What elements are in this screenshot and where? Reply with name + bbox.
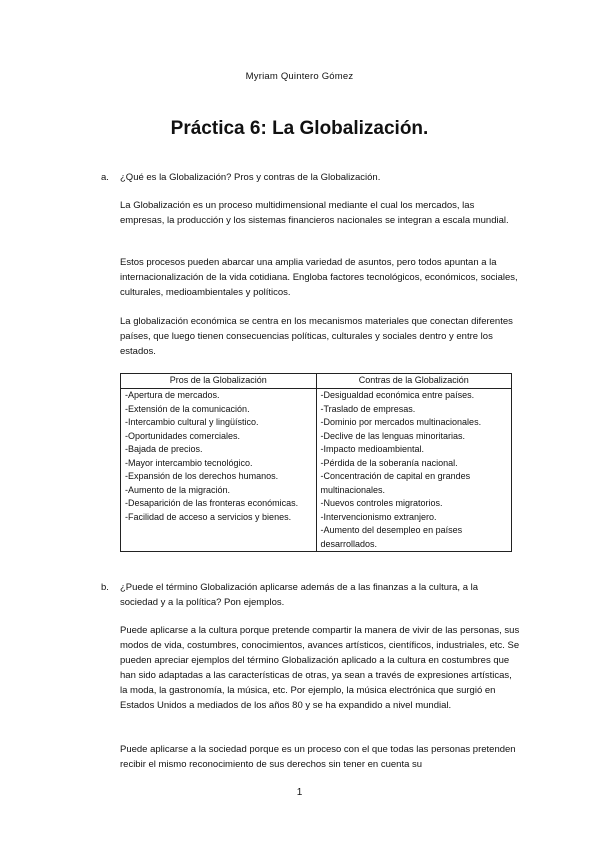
page-number: 1 xyxy=(296,787,303,798)
table-header-pros: Pros de la Globalización xyxy=(121,374,317,389)
pros-item: -Desaparición de las fronteras económicas. xyxy=(125,498,299,508)
pros-item: -Bajada de precios. xyxy=(125,444,203,454)
section-b-paragraph: Puede aplicarse a la cultura porque pretende compartir la manera de vivir de las personas, sus modos de vida, costumbres, conocimientos, avances artísticos, científicos, industriales, etc. Se pueden apreciar ejemplos del término Globalización aplicado a la cultura en costumbres que han sido adaptadas a las características de otras, ya sean a través de expresiones artísticas, la moda, la gastronomía, la música, etc. Por ejemplo, la música electrónica que surgió en Estados Unidos a mediados de los años 80 y se ha expandido a nivel mundial. xyxy=(120,625,520,711)
section-a-paragraph: La Globalización es un proceso multidimensional mediante el cual los mercados, las empresas, la producción y los sistemas financieros nacionales se integran a escala mundial. xyxy=(120,200,509,226)
table-header-contras: Contras de la Globalización xyxy=(316,374,512,389)
table-header-row xyxy=(121,374,512,389)
pros-item: -Apertura de mercados. xyxy=(125,390,220,400)
pros-contras-table xyxy=(120,373,512,552)
table-row xyxy=(121,389,512,552)
contras-item: -Aumento del desempleo en países desarrollados. xyxy=(320,525,463,549)
contras-item: -Concentración de capital en grandes multinacionales. xyxy=(320,471,471,495)
contras-item: -Traslado de empresas. xyxy=(320,403,416,414)
pros-item: -Oportunidades comerciales. xyxy=(125,430,241,441)
contras-item: -Desigualdad económica entre países. xyxy=(320,390,475,400)
section-a-marker: a. xyxy=(101,172,109,183)
contras-item: -Impacto medioambiental. xyxy=(320,444,425,454)
contras-item: -Intervencionismo extranjero. xyxy=(320,511,437,522)
document-title: Práctica 6: La Globalización. xyxy=(170,118,429,139)
pros-item: -Expansión de los derechos humanos. xyxy=(125,471,279,481)
contras-cell xyxy=(316,389,512,552)
pros-item: -Aumento de la migración. xyxy=(125,484,231,495)
pros-item: -Facilidad de acceso a servicios y bienes. xyxy=(125,511,292,522)
section-a-question: ¿Qué es la Globalización? Pros y contras de la Globalización. xyxy=(120,172,381,183)
section-b-marker: b. xyxy=(101,582,109,593)
author-name: Myriam Quintero Gómez xyxy=(245,71,354,82)
pros-item: -Intercambio cultural y lingüístico. xyxy=(125,417,259,427)
pros-item: -Mayor intercambio tecnológico. xyxy=(125,457,253,468)
contras-item: -Nuevos controles migratorios. xyxy=(320,498,443,508)
section-b-paragraph: Puede aplicarse a la sociedad porque es un proceso con el que todas las personas pretenden recibir el mismo reconocimiento de sus derechos sin tener en cuenta su xyxy=(120,744,516,770)
pros-cell xyxy=(121,389,317,552)
section-a-paragraph: La globalización económica se centra en los mecanismos materiales que conectan diferentes países, que luego tienen consecuencias políticas, culturales y sociales dentro y entre los estados. xyxy=(120,316,513,357)
section-b-question: ¿Puede el término Globalización aplicarse además de a las finanzas a la cultura, a la sociedad y a la política? Pon ejemplos. xyxy=(120,582,479,608)
contras-item: -Dominio por mercados multinacionales. xyxy=(320,417,482,427)
contras-item: -Pérdida de la soberanía nacional. xyxy=(320,457,458,468)
pros-item: -Extensión de la comunicación. xyxy=(125,403,250,414)
contras-item: -Declive de las lenguas minoritarias. xyxy=(320,430,466,441)
section-a-paragraph: Estos procesos pueden abarcar una amplia variedad de asuntos, pero todos apuntan a la internacionalización de la vida cotidiana. Engloba factores tecnológicos, económicos, sociales, culturales, medioambientales y políticos. xyxy=(120,257,518,298)
